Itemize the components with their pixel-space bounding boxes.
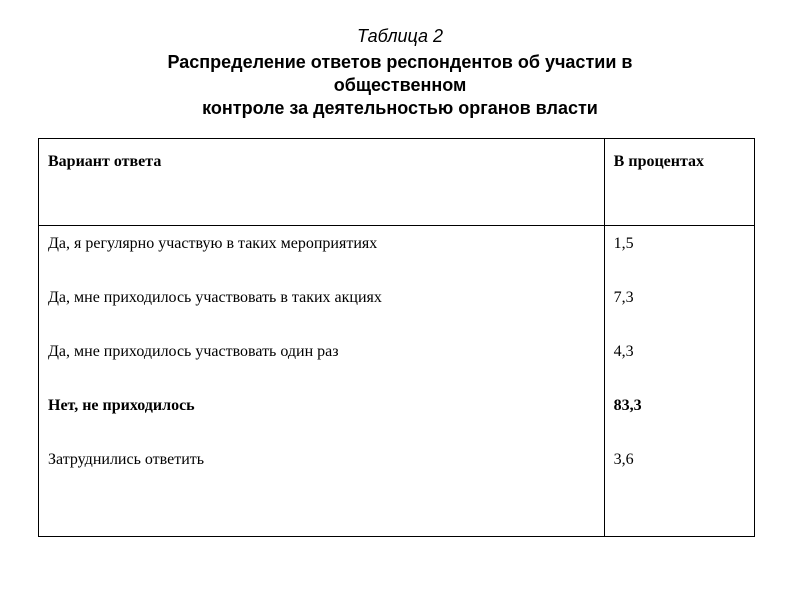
table-title-line: контроле за деятельностью органов власти: [202, 98, 598, 118]
table-title-line: общественном: [333, 75, 467, 95]
answer-text: Нет, не приходилось: [48, 397, 195, 414]
answer-text: Да, я регулярно участвую в таких мероприятиях: [48, 235, 378, 252]
table-title-line: Распределение ответов респондентов об участии в: [167, 52, 633, 72]
answer-text: Да, мне приходилось участвовать один раз: [48, 343, 339, 360]
answers-cell: [39, 226, 605, 537]
percent-value: 7,3: [613, 289, 634, 306]
header-cell-answer: [39, 139, 605, 226]
percent-value: 1,5: [613, 235, 634, 252]
table-body-row: [39, 226, 755, 537]
answer-text: Затруднились ответить: [48, 451, 205, 468]
header-answer-label: Вариант ответа: [48, 153, 162, 170]
header-cell-percent: [604, 139, 754, 226]
percent-value: 3,6: [613, 451, 634, 468]
percent-value: 4,3: [613, 343, 634, 360]
table-header-row: [39, 139, 755, 226]
table-title: [0, 51, 800, 120]
percent-value: 83,3: [613, 397, 642, 414]
survey-table: [38, 138, 755, 537]
percents-cell: [604, 226, 754, 537]
answer-text: Да, мне приходилось участвовать в таких акциях: [48, 289, 382, 306]
table-number: Таблица 2: [356, 26, 444, 46]
header-percent-label: В процентах: [613, 153, 705, 170]
